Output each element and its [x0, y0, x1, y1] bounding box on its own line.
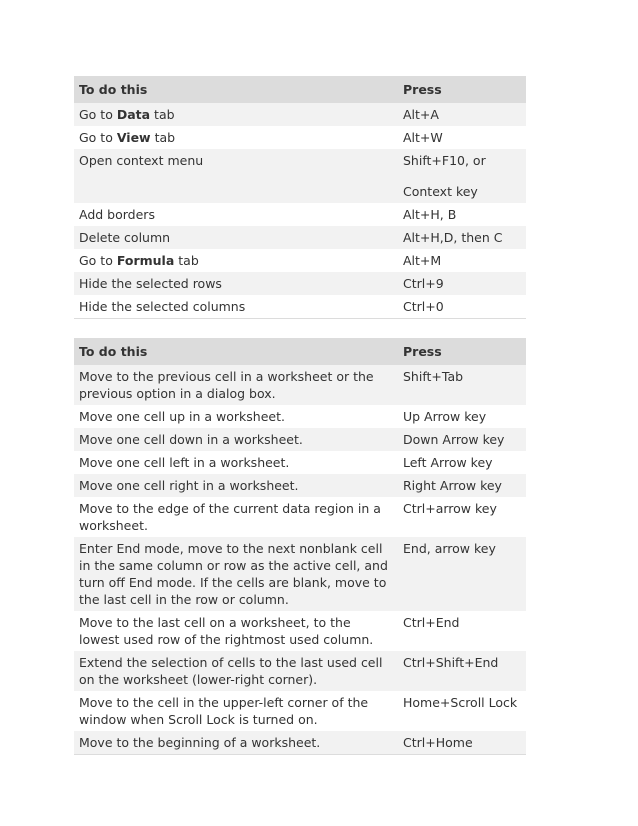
- table-row: [74, 126, 526, 149]
- table-row: [74, 203, 526, 226]
- key-cell: Ctrl+Shift+End: [398, 651, 526, 691]
- key-cell: Shift+Tab: [398, 365, 526, 405]
- shortcut-table-1: [74, 76, 526, 319]
- key-cell: Alt+A: [398, 103, 526, 126]
- shortcut-table-2: [74, 338, 526, 755]
- action-cell: Hide the selected columns: [74, 295, 398, 319]
- table-row: [74, 149, 526, 203]
- table-row: [74, 405, 526, 428]
- column-header-key: Press: [398, 76, 526, 103]
- key-cell: Right Arrow key: [398, 474, 526, 497]
- key-cell: Home+Scroll Lock: [398, 691, 526, 731]
- key-cell: Alt+H,D, then C: [398, 226, 526, 249]
- action-cell: Move to the last cell on a worksheet, to the lowest used row of the rightmost used column.: [74, 611, 398, 651]
- key-line: Context key: [403, 184, 478, 199]
- table-row: [74, 365, 526, 405]
- key-cell: Alt+M: [398, 249, 526, 272]
- key-line: Shift+F10, or: [403, 153, 486, 168]
- action-cell: Move to the previous cell in a worksheet or the previous option in a dialog box.: [74, 365, 398, 405]
- action-cell: Delete column: [74, 226, 398, 249]
- table-row: [74, 651, 526, 691]
- key-cell: Down Arrow key: [398, 428, 526, 451]
- action-cell: Move one cell down in a worksheet.: [74, 428, 398, 451]
- table-row: [74, 611, 526, 651]
- table-row: [74, 226, 526, 249]
- action-cell: Move to the beginning of a worksheet.: [74, 731, 398, 755]
- key-cell: Left Arrow key: [398, 451, 526, 474]
- table-row: [74, 451, 526, 474]
- table-row: [74, 428, 526, 451]
- action-cell: Extend the selection of cells to the last used cell on the worksheet (lower-right corner).: [74, 651, 398, 691]
- action-cell: Move one cell right in a worksheet.: [74, 474, 398, 497]
- action-cell: Move to the edge of the current data region in a worksheet.: [74, 497, 398, 537]
- tab-name: View: [116, 130, 151, 145]
- action-cell: Move one cell left in a worksheet.: [74, 451, 398, 474]
- table-header-row: [74, 76, 526, 103]
- action-cell: Add borders: [74, 203, 398, 226]
- table-row: [74, 537, 526, 611]
- key-cell: Alt+W: [398, 126, 526, 149]
- key-cell: Ctrl+End: [398, 611, 526, 651]
- key-cell: Alt+H, B: [398, 203, 526, 226]
- table-row: [74, 249, 526, 272]
- column-header-action: To do this: [74, 338, 398, 365]
- action-cell: Go to Formula tab: [74, 249, 398, 272]
- column-header-key: Press: [398, 338, 526, 365]
- table-row: [74, 497, 526, 537]
- action-cell: Move to the cell in the upper-left corner of the window when Scroll Lock is turned on.: [74, 691, 398, 731]
- tab-name: Data: [116, 107, 151, 122]
- key-cell: Ctrl+Home: [398, 731, 526, 755]
- table-row: [74, 731, 526, 755]
- action-cell: Open context menu: [74, 149, 398, 203]
- table-row: [74, 103, 526, 126]
- table-row: [74, 272, 526, 295]
- tab-name: Formula: [116, 253, 175, 268]
- table-row: [74, 295, 526, 319]
- action-cell: Move one cell up in a worksheet.: [74, 405, 398, 428]
- action-cell: Go to Data tab: [74, 103, 398, 126]
- table-row: [74, 691, 526, 731]
- key-cell: Up Arrow key: [398, 405, 526, 428]
- action-cell: Go to View tab: [74, 126, 398, 149]
- key-cell: Ctrl+arrow key: [398, 497, 526, 537]
- key-cell: Ctrl+9: [398, 272, 526, 295]
- action-cell: Hide the selected rows: [74, 272, 398, 295]
- key-cell: Ctrl+0: [398, 295, 526, 319]
- key-cell: End, arrow key: [398, 537, 526, 611]
- action-cell: Enter End mode, move to the next nonblank cell in the same column or row as the active cell, and turn off End mode. If the cells are blank, move to the last cell in the row or column.: [74, 537, 398, 611]
- column-header-action: To do this: [74, 76, 398, 103]
- key-cell: [398, 149, 526, 203]
- table-header-row: [74, 338, 526, 365]
- table-row: [74, 474, 526, 497]
